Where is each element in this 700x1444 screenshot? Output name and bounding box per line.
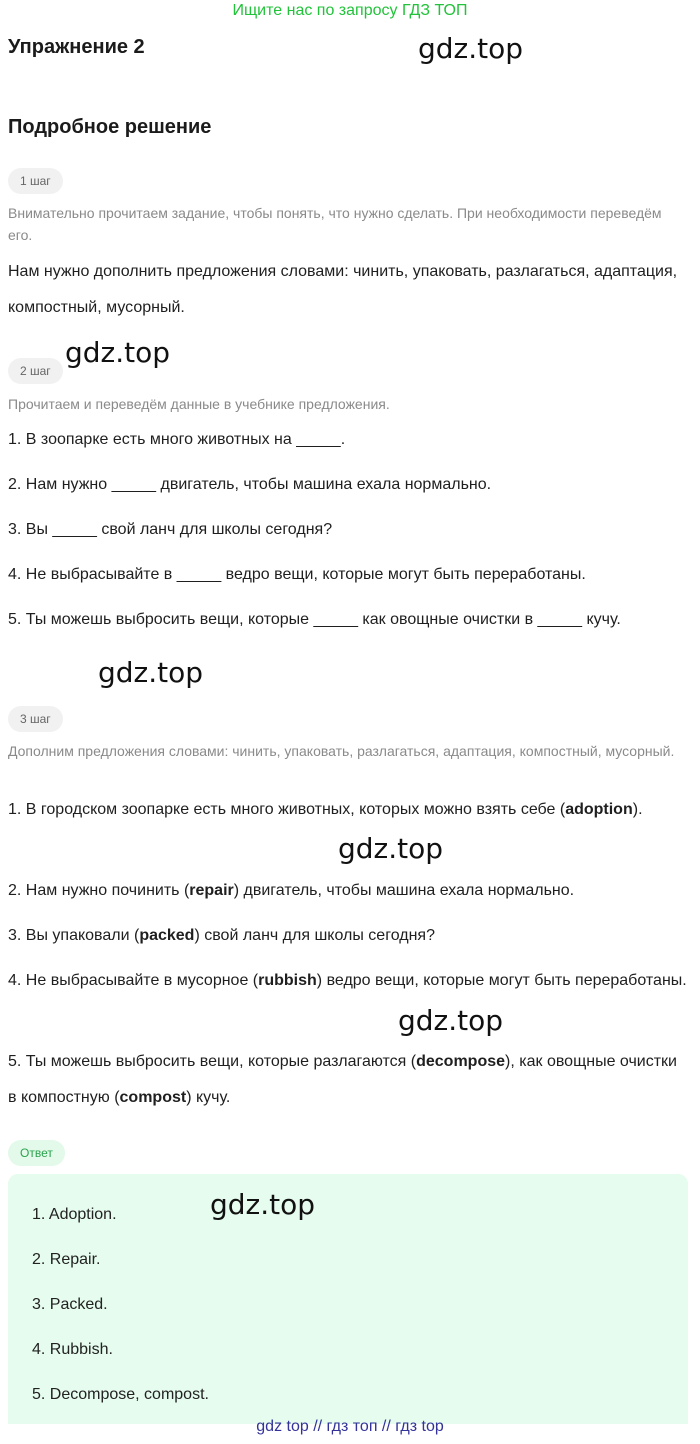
- answer-badge: Ответ: [8, 1140, 65, 1166]
- watermark: gdz.top: [338, 832, 444, 865]
- step-3-line-5: 5. Ты можешь выбросить вещи, которые разлагаются (decompose), как овощные очистки в компостную (compost) кучу.: [8, 1053, 677, 1106]
- footer-links: gdz top // гдз топ // гдз top: [256, 1418, 444, 1435]
- answer-word: packed: [139, 927, 195, 944]
- answer-word: repair: [189, 882, 234, 899]
- step-2-line-1: 1. В зоопарке есть много животных на _____.: [8, 431, 346, 448]
- step-3-badge: 3 шаг: [8, 706, 63, 732]
- watermark: gdz.top: [418, 32, 524, 65]
- watermark: gdz.top: [398, 1004, 504, 1037]
- answer-item-2: 2. Repair.: [32, 1251, 101, 1268]
- answer-word: compost: [119, 1089, 187, 1106]
- step-3-line-2: 2. Нам нужно починить (repair) двигатель, чтобы машина ехала нормально.: [8, 882, 575, 899]
- search-banner: Ищите нас по запросу ГДЗ ТОП: [232, 2, 468, 19]
- step-2-badge: 2 шаг: [8, 358, 63, 384]
- step-3-line-4: 4. Не выбрасывайте в мусорное (rubbish) ведро вещи, которые могут быть переработаны.: [8, 972, 687, 989]
- answer-item-3: 3. Packed.: [32, 1296, 108, 1313]
- step-2-line-5: 5. Ты можешь выбросить вещи, которые _____ как овощные очистки в _____ кучу.: [8, 611, 621, 628]
- answer-item-4: 4. Rubbish.: [32, 1341, 113, 1358]
- watermark: gdz.top: [98, 656, 204, 689]
- step-2-line-3: 3. Вы _____ свой ланч для школы сегодня?: [8, 521, 333, 538]
- step-3-line-3: 3. Вы упаковали (packed) свой ланч для школы сегодня?: [8, 927, 435, 944]
- watermark: gdz.top: [65, 336, 171, 369]
- answer-item-5: 5. Decompose, compost.: [32, 1386, 209, 1403]
- step-2-line-2: 2. Нам нужно _____ двигатель, чтобы машина ехала нормально.: [8, 476, 492, 493]
- step-1-text: Нам нужно дополнить предложения словами: чинить, упаковать, разлагаться, адаптация, компостный, мусорный.: [8, 263, 678, 316]
- answer-item-1: 1. Adoption.: [32, 1206, 117, 1223]
- answer-word: rubbish: [258, 972, 317, 989]
- step-2-hint: Прочитаем и переведём данные в учебнике предложения.: [8, 396, 390, 412]
- step-3-line-1: 1. В городском зоопарке есть много животных, которых можно взять себе (adoption).: [8, 801, 643, 818]
- answer-word: adoption: [565, 801, 633, 818]
- solution-heading: Подробное решение: [8, 116, 212, 138]
- step-3-hint: Дополним предложения словами: чинить, упаковать, разлагаться, адаптация, компостный, мусорный.: [8, 743, 675, 759]
- answer-word: decompose: [416, 1053, 506, 1070]
- watermark: gdz.top: [210, 1188, 316, 1221]
- page-title: Упражнение 2: [8, 36, 145, 58]
- step-1-hint: Внимательно прочитаем задание, чтобы понять, что нужно сделать. При необходимости переведём его.: [8, 205, 662, 243]
- step-1-badge: 1 шаг: [8, 168, 63, 194]
- step-2-line-4: 4. Не выбрасывайте в _____ ведро вещи, которые могут быть переработаны.: [8, 566, 586, 583]
